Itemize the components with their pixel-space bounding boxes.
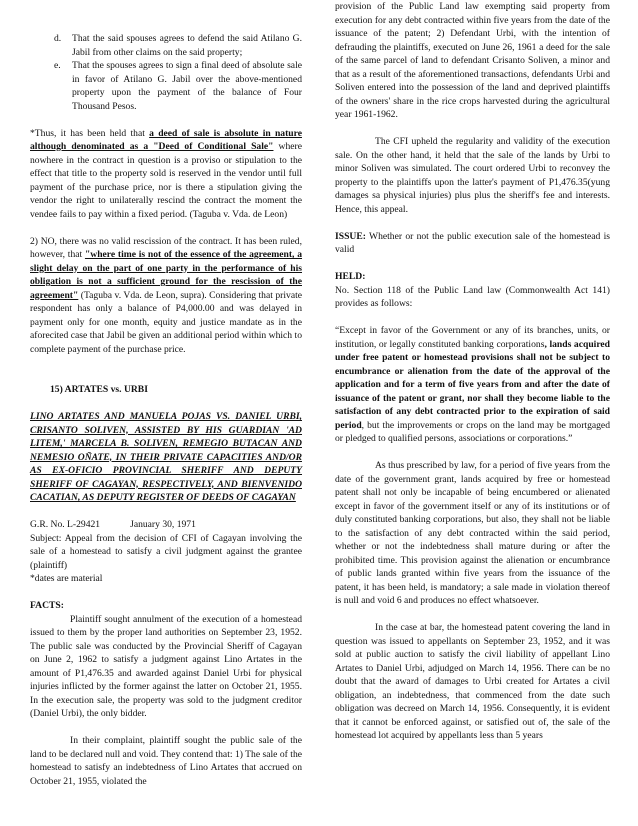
facts-paragraph: Plaintiff sought annulment of the execution of a homestead issued to them by the proper land authorities on September 23, 1952. The public sale was conducted by the Provincial Sheriff of Cagayan on June 2, 1962 to satisfy a judgment against Lino Artates in the amount of P1,476.35 and awarded against Daniel Urbi for physical injuries inflicted by the former against the latter on October 21, 1955. In the execution sale, the property was sold to the judgment creditor (Daniel Urbi), the only bidder. <box>30 613 302 719</box>
case-parties: LINO ARTATES AND MANUELA POJAS VS. DANIEL URBI, CRISANTO SOLIVEN, ASSISTED BY HIS GUARDIAN 'AD LITEM,' MARCELA B. SOLIVEN, REMEGIO BUTACAN AND NEMESIO OÑATE, IN THEIR PRIVATE CAPACITIES AND/OR AS EX-OFICIO PROVINCIAL SHERIFF AND DEPUTY SHERIFF OF CAGAYAN, RESPECTIVELY, AND BIENVENIDO CACATIAN, AS DEPUTY REGISTER OF DEEDS OF CAGAYAN <box>30 411 302 503</box>
case-title: 15) ARTATES vs. URBI <box>50 384 148 395</box>
complaint-paragraph: In their complaint, plaintiff sought the public sale of the land to be declared null and void. They contend that: 1) The sale of the homestead to satisfy an indebtedness of Lino Artates that accrued on October 21, 1955, violated the <box>30 735 302 787</box>
case-date: January 30, 1971 <box>130 519 196 530</box>
stipulation-list <box>30 32 302 113</box>
issue-label: ISSUE: <box>335 230 366 242</box>
list-item: e. That the spouses agrees to sign a final deed of absolute sale in favor of Atilano G. Jabil over the above-mentioned property upon the payment of the balance of Four Thousand Pesos. <box>54 60 302 112</box>
held-heading: HELD: <box>335 271 366 282</box>
facts-heading: FACTS: <box>30 600 64 611</box>
case-number-line <box>30 518 302 532</box>
issue-paragraph: ISSUE: Whether or not the public execution sale of the homestead is valid <box>335 230 610 255</box>
case-at-bar-paragraph: In the case at bar, the homestead patent covering the land in question was issued to appellants on September 23, 1952, and it was sold at public auction to satisfy the civil liability of appellant Lino Artates to Daniel Urbi, adjudged on March 14, 1956. There can be no doubt that the award of damages to Urbi created for Artates a civil obligation, an indebtedness, that commenced from the date such obligation was decreed on March 14, 1956. Consequently, it is evident that it cannot be enforced against, or satisfied out of, the sale of the homestead lot acquired by appellants less than 5 years <box>335 622 610 741</box>
section-118-quote: “Except in favor of the Government or any of its branches, units, or institution, or legally constituted banking corporations, lands acquired under free patent or homestead provisions shall not be subject to encumbrance or alienation from the date of the approval of the application and for a term of five years from and after the date of issuance of the patent or grant, nor shall they become liable to the satisfaction of any debt contracted prior to the expiration of said period, but the improvements or crops on the land may be mortgaged or pledged to qualified persons, associations or corporations.” <box>335 325 610 444</box>
prescribed-paragraph: As thus prescribed by law, for a period of five years from the date of the government grant, lands acquired by free or homestead patent shall not only be incapable of being encumbered or alienated except in favor of the government itself or any of its institutions or of duly constituted banking corporations, but also, they shall not be liable to the satisfaction of any debt contracted within the said period, whether or not the indebtedness shall mature during or after the prohibited time. This provision against the alienation or encumbrance of public lands granted within five years from the issuance of the patent, it has been held, is mandatory; a sale made in violation thereof is null and void 6 and produces no effect whatsoever. <box>335 460 610 606</box>
right-column <box>335 0 610 743</box>
facts-continued-paragraph: provision of the Public Land law exempting said property from execution for any debt contracted within five years from the date of the issuance of the patent; 2) Defendant Urbi, with the intention of defrauding the plaintiffs, executed on June 26, 1961 a deed for the sale of the same parcel of land to defendant Crisanto Soliven, a minor and that as a result of the aforementioned transactions, defendants Urbi and Soliven entered into the possession of the land and deprived plaintiffs of the owners' share in the rice crops harvested during the agricultural year 1961-1962. <box>335 1 610 120</box>
left-column <box>30 0 302 788</box>
case-subject: Subject: Appeal from the decision of CFI of Cagayan involving the sale of a homestead to satisfy a civil judgment against the grantee (plaintiff) <box>30 532 302 571</box>
paragraph-rescission: 2) NO, there was no valid rescission of the contract. It has been ruled, however, that "where time is not of the essence of the agreement, a slight delay on the part of one party in the performance of his obligation is not a sufficient ground for the rescission of the agreement" (Taguba v. Vda. de Leon, supra). Considering that private respondent has only a balance of P4,000.00 and was delayed in payment only for one month, equity and justice mandate as in the aforecited case that Jabil be given an additional period within which to complete payment of the purchase price. <box>30 235 303 355</box>
dates-note: *dates are material <box>30 573 103 584</box>
list-item: d. That the said spouses agrees to defend the said Atilano G. Jabil from other claims on the said property; <box>54 33 302 58</box>
paragraph-absolute-sale: *Thus, it has been held that a deed of sale is absolute in nature although denominated as a "Deed of Conditional Sale" where nowhere in the contract in question is a proviso or stipulation to the effect that title to the property sold is reserved in the vendor until full payment of the purchase price, nor is there a stipulation giving the vendor the right to unilaterally rescind the contract the moment the vendee fails to pay within a fixed period. (Taguba v. Vda. de Leon) <box>30 127 302 220</box>
cfi-ruling-paragraph: The CFI upheld the regularity and validity of the execution sale. On the other hand, it held that the sale of the lands by Urbi to minor Soliven was simulated. The court ordered Urbi to reconvey the property to the plaintiffs upon the latter's payment of P1,476.35(yung damages sa physical injuries) plus plus the sheriff's fee and interests. Hence, this appeal. <box>335 136 610 215</box>
held-paragraph: No. Section 118 of the Public Land law (Commonwealth Act 141) provides as follows: <box>335 284 610 309</box>
gr-number: G.R. No. L-29421 <box>30 519 101 530</box>
